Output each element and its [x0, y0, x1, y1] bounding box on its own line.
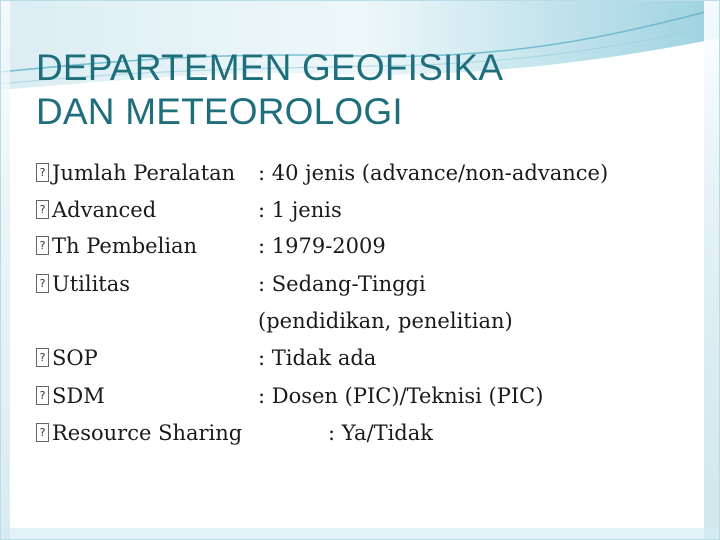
list-item-jumlah-peralatan: [0, 158, 720, 188]
item-label: Resource Sharing: [52, 421, 243, 445]
missing-glyph-bullet-icon: ?: [36, 236, 49, 255]
list-item-th-pembelian: [0, 231, 720, 261]
list-item-utilitas-continuation: [0, 306, 720, 336]
title-line-1: DEPARTEMEN GEOFISIKA: [36, 47, 504, 88]
list-item-sdm: [0, 381, 720, 411]
item-label: Utilitas: [52, 272, 131, 296]
item-value: : Dosen (PIC)/Teknisi (PIC): [258, 384, 544, 408]
item-label: Advanced: [52, 198, 157, 222]
item-label: Jumlah Peralatan: [52, 161, 236, 185]
item-value: : Ya/Tidak: [328, 421, 433, 445]
item-value: : 40 jenis (advance/non-advance): [258, 161, 609, 185]
missing-glyph-bullet-icon: ?: [36, 274, 49, 293]
item-label: SOP: [52, 346, 98, 370]
item-label: SDM: [52, 384, 105, 408]
missing-glyph-bullet-icon: ?: [36, 386, 49, 405]
missing-glyph-bullet-icon: ?: [36, 423, 49, 442]
missing-glyph-bullet-icon: ?: [36, 200, 49, 219]
item-label: Th Pembelian: [52, 234, 198, 258]
list-item-sop: [0, 343, 720, 373]
item-value: : Sedang-Tinggi: [258, 272, 426, 296]
item-value: : 1 jenis: [258, 198, 342, 222]
item-value-continuation: (pendidikan, penelitian): [258, 309, 513, 333]
missing-glyph-bullet-icon: ?: [36, 348, 49, 367]
title-line-2: DAN METEOROLOGI: [36, 91, 403, 132]
list-item-resource-sharing: [0, 418, 720, 448]
item-value: : Tidak ada: [258, 346, 377, 370]
list-item-utilitas: [0, 269, 720, 299]
item-value: : 1979-2009: [258, 234, 386, 258]
list-item-advanced: [0, 195, 720, 225]
missing-glyph-bullet-icon: ?: [36, 163, 49, 182]
